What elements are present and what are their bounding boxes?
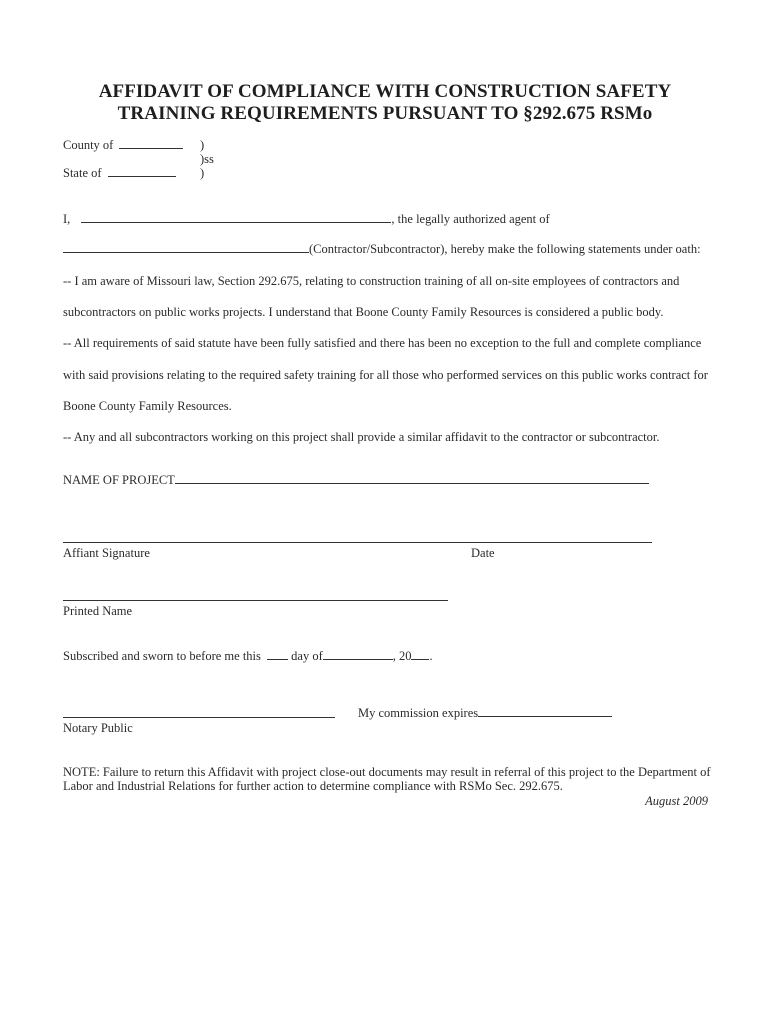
- state-label: State of: [63, 166, 102, 180]
- statement-2-line-2: with said provisions relating to the required safety training for all those who performed services on this public works contract for: [63, 368, 708, 382]
- statement-2-line-3: Boone County Family Resources.: [63, 399, 232, 413]
- agent-suffix: , the legally authorized agent of: [391, 212, 550, 226]
- agent-name-blank[interactable]: [81, 221, 391, 223]
- note-line-1: NOTE: Failure to return this Affidavit with project close-out documents may result in referral of this project to the Department of: [63, 765, 711, 779]
- sworn-text-2: day of: [291, 649, 323, 663]
- sworn-line: [63, 649, 433, 664]
- statement-1-line-2: subcontractors on public works projects. I understand that Boone County Family Resources is considered a public body.: [63, 305, 664, 319]
- notary-public-label: Notary Public: [63, 721, 133, 735]
- sworn-year-blank[interactable]: [411, 658, 429, 660]
- revision-date: August 2009: [645, 794, 708, 808]
- statement-1-line-1: -- I am aware of Missouri law, Section 292.675, relating to construction training of all on-site employees of contractors and: [63, 274, 680, 288]
- commission-line: [358, 706, 612, 721]
- state-field: [63, 166, 176, 181]
- statement-3-line-1: -- Any and all subcontractors working on this project shall provide a similar affidavit to the contractor or subcontractor.: [63, 430, 660, 444]
- title-line-1: AFFIDAVIT OF COMPLIANCE WITH CONSTRUCTION SAFETY: [98, 81, 672, 102]
- county-field: [63, 138, 183, 153]
- paren-top: ): [200, 138, 205, 152]
- sworn-text-3: , 20: [392, 649, 412, 663]
- agent-prefix: I,: [63, 212, 71, 226]
- commission-label: My commission expires: [358, 706, 479, 720]
- sworn-day-blank[interactable]: [267, 658, 288, 660]
- paren-bottom: ): [200, 166, 205, 180]
- county-label: County of: [63, 138, 114, 152]
- county-blank[interactable]: [119, 147, 183, 149]
- printed-name-label: Printed Name: [63, 604, 133, 618]
- state-blank[interactable]: [108, 175, 176, 177]
- ss-mark: )ss: [200, 152, 214, 166]
- note-line-2: Labor and Industrial Relations for further action to determine compliance with RSMo Sec. 292.675.: [63, 779, 563, 793]
- affiant-signature-label: Affiant Signature: [63, 546, 150, 560]
- title-line-2: TRAINING REQUIREMENTS PURSUANT TO §292.675 RSMo: [117, 103, 653, 124]
- project-line: [63, 473, 649, 488]
- sworn-text-1: Subscribed and sworn to before me this: [63, 649, 261, 663]
- project-name-blank[interactable]: [175, 482, 649, 484]
- commission-blank[interactable]: [478, 715, 612, 717]
- notary-signature-line[interactable]: [63, 717, 335, 718]
- sworn-text-4: .: [429, 649, 433, 663]
- signature-line[interactable]: [63, 542, 652, 543]
- agent-line: [63, 212, 550, 227]
- date-label: Date: [471, 546, 495, 560]
- sworn-month-blank[interactable]: [323, 658, 393, 660]
- contractor-suffix: (Contractor/Subcontractor), hereby make the following statements under oath:: [309, 242, 701, 256]
- contractor-name-blank[interactable]: [63, 251, 309, 253]
- statement-2-line-1: -- All requirements of said statute have been fully satisfied and there has been no exception to the full and complete compliance: [63, 336, 702, 350]
- printed-name-line[interactable]: [63, 600, 448, 601]
- project-label: NAME OF PROJECT: [63, 473, 175, 487]
- contractor-line: [63, 242, 701, 257]
